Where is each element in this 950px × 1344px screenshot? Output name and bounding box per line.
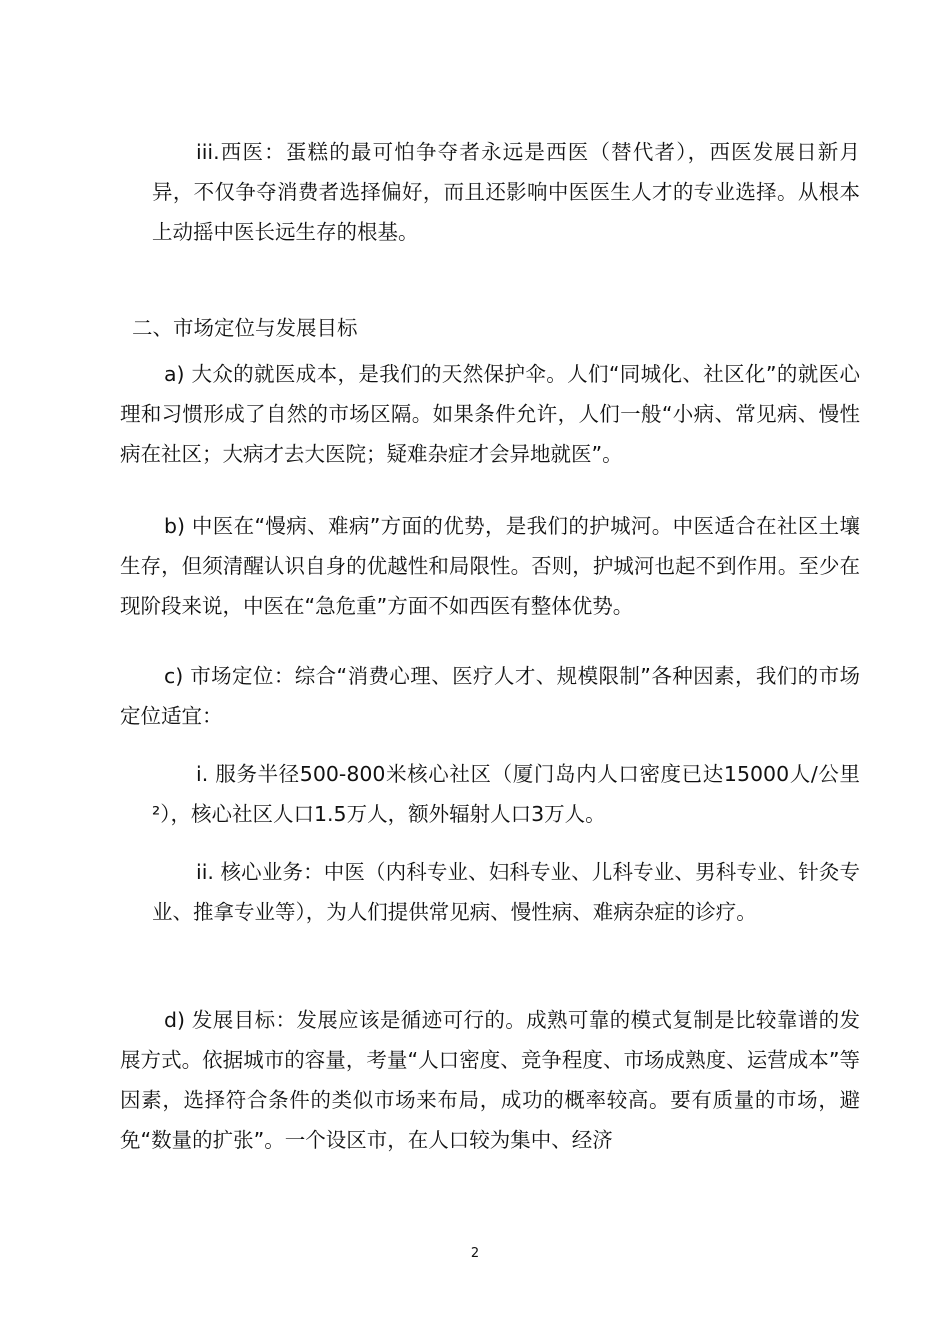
paragraph-c-i-service-radius: i. 服务半径500-800米核心社区（厦门岛内人口密度已达15000人/公里²），核心社区人口1.5万人，额外辐射人口3万人。 (152, 762, 860, 826)
paragraph-c-ii-core-business: ii. 核心业务：中医（内科专业、妇科专业、儿科专业、男科专业、针灸专业、推拿专业等），为人们提供常见病、慢性病、难病杂症的诊疗。 (152, 860, 860, 924)
section-heading-market-positioning: 二、市场定位与发展目标 (132, 316, 358, 340)
paragraph-c-market-positioning: c) 市场定位：综合“消费心理、医疗人才、规模限制”各种因素，我们的市场定位适宜： (120, 664, 860, 728)
paragraph-d-development-goal: d) 发展目标：发展应该是循迹可行的。成熟可靠的模式复制是比较靠谱的发展方式。依据城市的容量，考量“人口密度、竞争程度、市场成熟度、运营成本”等因素，选择符合条件的类似市场来布局，成功的概率较高。要有质量的市场，避免“数量的扩张”。一个设区市，在人口较为集中、经济 (120, 1008, 860, 1152)
paragraph-iii-western-medicine: iii.西医：蛋糕的最可怕争夺者永远是西医（替代者），西医发展日新月异，不仅争夺消费者选择偏好，而且还影响中医医生人才的专业选择。从根本上动摇中医长远生存的根基。 (152, 140, 860, 244)
page-number: 2 (470, 1246, 480, 1261)
paragraph-b-tcm-advantage: b) 中医在“慢病、难病”方面的优势，是我们的护城河。中医适合在社区土壤生存，但须清醒认识自身的优越性和局限性。否则，护城河也起不到作用。至少在现阶段来说，中医在“急危重”方面不如西医有整体优势。 (120, 514, 860, 618)
paragraph-a-medical-cost: a) 大众的就医成本，是我们的天然保护伞。人们“同城化、社区化”的就医心理和习惯形成了自然的市场区隔。如果条件允许，人们一般“小病、常见病、慢性病在社区；大病才去大医院；疑难杂症才会异地就医”。 (120, 362, 860, 466)
